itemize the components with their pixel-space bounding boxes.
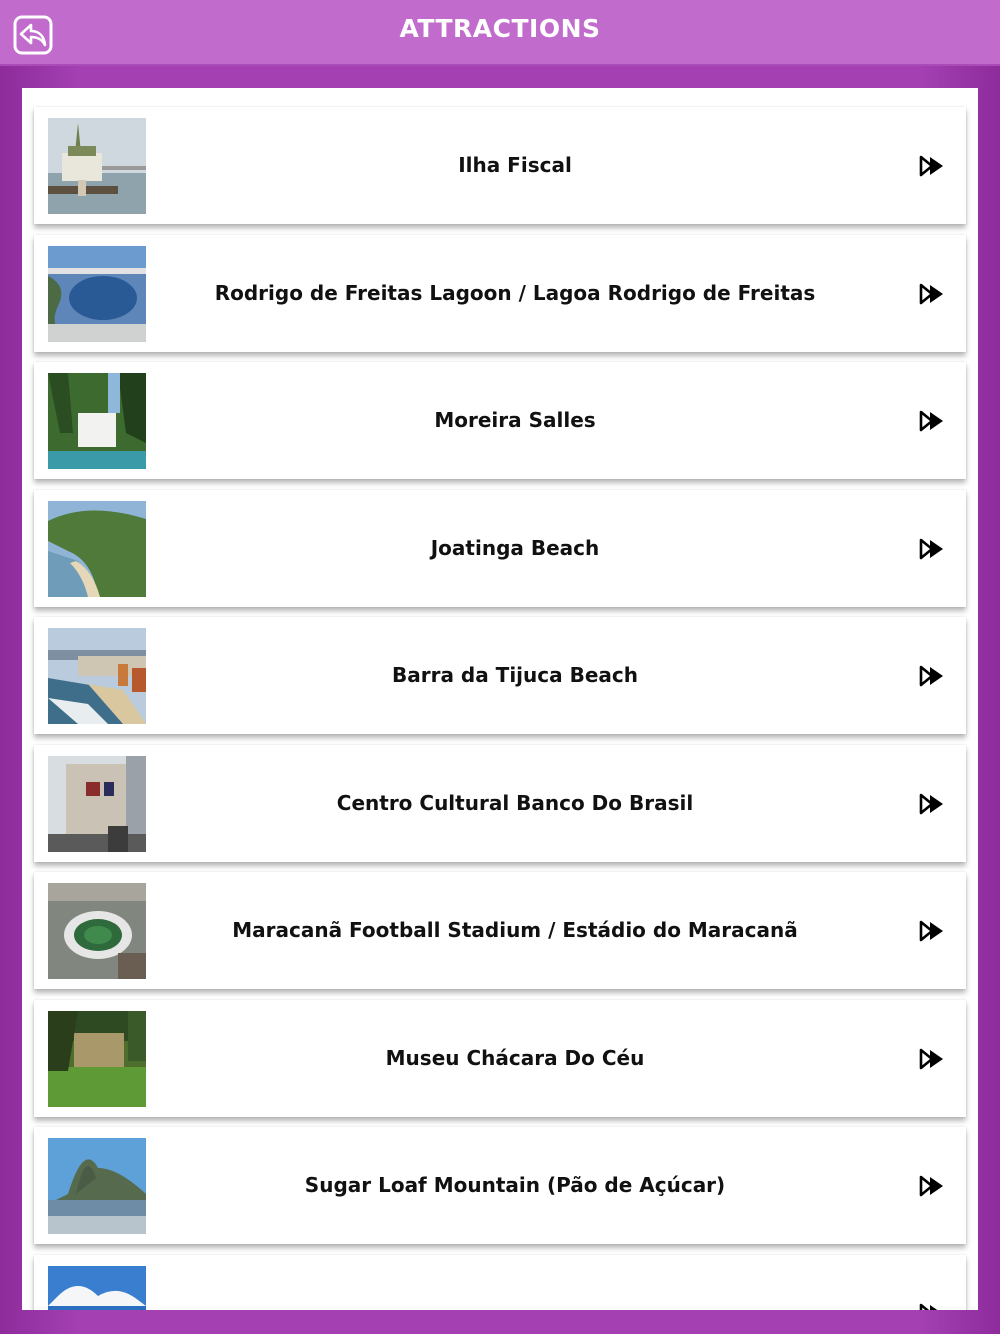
fast-forward-icon[interactable]: [919, 282, 945, 306]
fast-forward-icon[interactable]: [919, 792, 945, 816]
attraction-row[interactable]: [34, 1255, 966, 1311]
attraction-row[interactable]: [34, 235, 966, 352]
attraction-thumbnail: [48, 1266, 146, 1311]
attraction-label: Joatinga Beach: [430, 535, 600, 560]
attraction-thumbnail: [48, 501, 146, 597]
attraction-label: [154, 1255, 876, 1311]
attraction-row[interactable]: [34, 872, 966, 989]
attraction-thumbnail: [48, 756, 146, 852]
fast-forward-icon[interactable]: [919, 154, 945, 178]
fast-forward-icon[interactable]: [919, 1174, 945, 1198]
attraction-thumbnail: [48, 1138, 146, 1234]
attraction-row[interactable]: [34, 107, 966, 224]
attraction-row[interactable]: [34, 1000, 966, 1117]
attraction-thumbnail: [48, 118, 146, 214]
attraction-thumbnail: [48, 883, 146, 979]
fast-forward-icon[interactable]: [919, 537, 945, 561]
attraction-label: Museu Chácara Do Céu: [385, 1045, 645, 1070]
attractions-list: [34, 107, 966, 1310]
attraction-label: Barra da Tijuca Beach: [391, 663, 638, 687]
attraction-thumbnail: [48, 628, 146, 724]
attraction-label: Rodrigo de Freitas Lagoon / Lagoa Rodrigo de Freitas: [214, 280, 816, 305]
app-header: [0, 0, 1000, 66]
attraction-thumbnail: [48, 1011, 146, 1107]
attraction-label: Centro Cultural Banco Do Brasil: [336, 790, 694, 815]
attraction-label: Sugar Loaf Mountain (Pão de Açúcar): [304, 1173, 726, 1197]
fast-forward-icon[interactable]: [919, 1047, 945, 1071]
fast-forward-icon[interactable]: [919, 919, 945, 943]
attraction-row[interactable]: [34, 362, 966, 479]
attractions-panel[interactable]: [22, 88, 978, 1310]
attraction-label: Ilha Fiscal: [458, 153, 572, 177]
page-title: ATTRACTIONS: [399, 14, 601, 43]
fast-forward-icon[interactable]: [919, 1302, 945, 1311]
attraction-row[interactable]: [34, 490, 966, 607]
fast-forward-icon[interactable]: [919, 409, 945, 433]
attraction-row[interactable]: [34, 745, 966, 862]
fast-forward-icon[interactable]: [919, 664, 945, 688]
attraction-row[interactable]: [34, 1127, 966, 1244]
attraction-label: Maracanã Football Stadium / Estádio do Maracanã: [232, 918, 798, 942]
attraction-thumbnail: [48, 246, 146, 342]
attraction-thumbnail: [48, 373, 146, 469]
attraction-label: Moreira Salles: [434, 408, 596, 432]
attraction-row[interactable]: [34, 617, 966, 734]
